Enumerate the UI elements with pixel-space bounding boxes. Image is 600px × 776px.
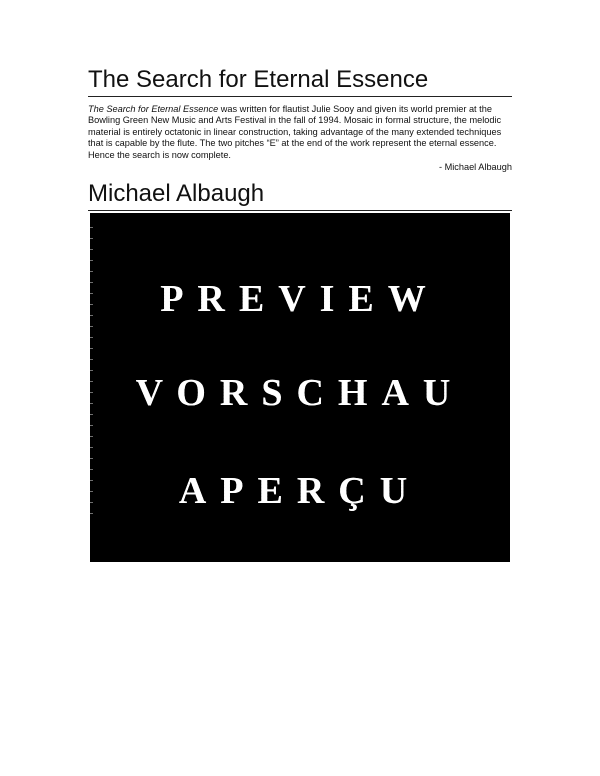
watermark-vorschau: VORSCHAU [135,372,465,414]
work-description [88,104,512,161]
composer-heading: Michael Albaugh [88,180,512,211]
page-title: The Search for Eternal Essence [88,66,512,97]
watermark-preview: PREVIEW [160,278,440,320]
score-preview-image [90,213,510,562]
watermark-apercu: APERÇU [178,470,422,512]
attribution: - Michael Albaugh [438,162,512,172]
description-body: was written for flautist Julie Sooy and given its world premier at the Bowling Green New Music and Arts Festival in the fall of 1994. Mosaic in formal structure, the melodic material is entirely octatonic in linear construction, taking advantage of the many extended techniques that is capable by the flute. The two pitches “E” at the end of the work represent the eternal essence. Hence the search is now complete. [88,104,502,160]
description-title-italic: The Search for Eternal Essence [88,104,219,114]
